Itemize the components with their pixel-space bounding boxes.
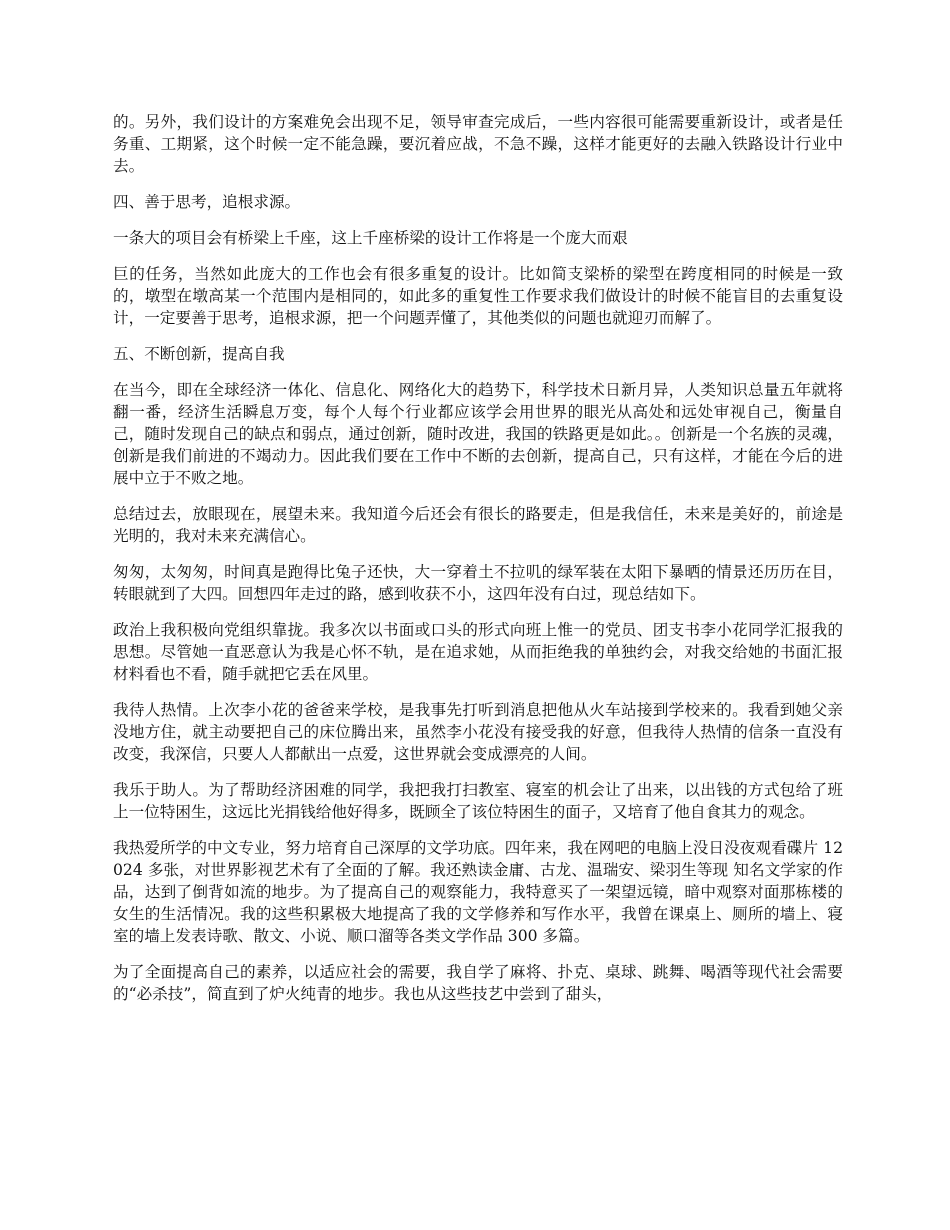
paragraph: 的。另外，我们设计的方案难免会出现不足，领导审查完成后，一些内容很可能需要重新设计，或者是任务重、工期紧，这个时候一定不能急躁，要沉着应战，不急不躁，这样才能更好的去融入铁路设计行业中去。: [113, 113, 843, 175]
paragraph: 在当今，即在全球经济一体化、信息化、网络化大的趋势下，科学技术日新月异，人类知识总量五年就将翻一番，经济生活瞬息万变，每个人每个行业都应该学会用世界的眼光从高处和远处审视自己，衡量自己，随时发现自己的缺点和弱点，通过创新，随时改进，我国的铁路更是如此。。创新是一个名族的灵魂，创新是我们前进的不竭动力。因此我们要在工作中不断的去创新，提高自己，只有这样，才能在今后的进展中立于不败之地。: [113, 381, 843, 487]
paragraph: 我热爱所学的中文专业，努力培育自己深厚的文学功底。四年来，我在网吧的电脑上没日没夜观看碟片 12024 多张，对世界影视艺术有了全面的了解。我还熟读金庸、古龙、温瑞安、梁羽生等现 知名文学家的作品，达到了倒背如流的地步。为了提高自己的观察能力，我特意买了一架望远镜，暗中观察对面那栋楼的女生的生活情况。我的这些积累极大地提高了我的文学修养和写作水平，我曾在课桌上、厕所的墙上、寝室的墙上发表诗歌、散文、小说、顺口溜等各类文学作品 300 多篇。: [113, 839, 843, 945]
paragraph: 我待人热情。上次李小花的爸爸来学校，是我事先打听到消息把他从火车站接到学校来的。我看到她父亲没地方住，就主动要把自己的床位腾出来，虽然李小花没有接受我的好意，但我待人热情的信条一直没有改变，我深信，只要人人都献出一点爱，这世界就会变成漂亮的人间。: [113, 701, 843, 763]
paragraph: 一条大的项目会有桥梁上千座，这上千座桥梁的设计工作将是一个庞大而艰: [113, 229, 628, 247]
paragraph: 匆匆，太匆匆，时间真是跑得比兔子还快，大一穿着土不拉叽的绿军装在太阳下暴晒的情景还历历在目，转眼就到了大四。回想四年走过的路，感到收获不小，这四年没有白过，现总结如下。: [113, 563, 843, 603]
section-heading: 四、善于思考，追根求源。: [113, 193, 301, 211]
paragraph: 我乐于助人。为了帮助经济困难的同学，我把我打扫教室、寝室的机会让了出来，以出钱的方式包给了班上一位特困生，这远比光捐钱给他好得多，既顾全了该位特困生的面子，又培育了他自食其力的观念。: [113, 781, 843, 821]
paragraph: 巨的任务，当然如此庞大的工作也会有很多重复的设计。比如简支梁桥的梁型在跨度相同的时候是一致的，墩型在墩高某一个范围内是相同的，如此多的重复性工作要求我们做设计的时候不能盲目的去重复设计，一定要善于思考，追根求源，把一个问题弄懂了，其他类似的问题也就迎刃而解了。: [113, 265, 843, 327]
paragraph: 为了全面提高自己的素养，以适应社会的需要，我自学了麻将、扑克、桌球、跳舞、喝酒等现代社会需要的“必杀技”，简直到了炉火纯青的地步。我也从这些技艺中尝到了甜头，: [113, 963, 843, 1003]
paragraph: 总结过去，放眼现在，展望未来。我知道今后还会有很长的路要走，但是我信任，未来是美好的，前途是光明的，我对未来充满信心。: [113, 505, 843, 545]
section-heading: 五、不断创新，提高自我: [113, 345, 285, 363]
document-body: [113, 111, 843, 1019]
paragraph: 政治上我积极向党组织靠拢。我多次以书面或口头的形式向班上惟一的党员、团支书李小花同学汇报我的思想。尽管她一直恶意认为我是心怀不轨，是在追求她，从而拒绝我的单独约会，对我交给她的书面汇报材料看也不看，随手就把它丢在风里。: [113, 621, 843, 683]
